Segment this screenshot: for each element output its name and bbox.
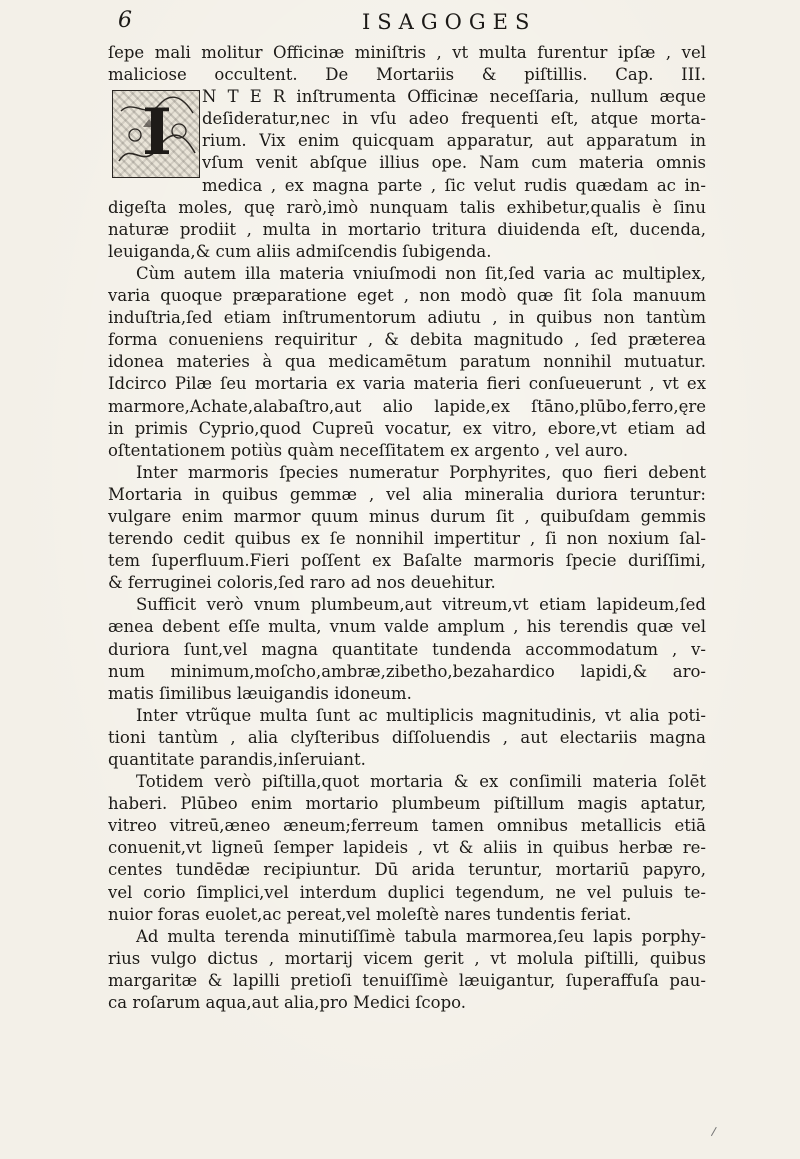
- text-line: vſum venit abſque illius ope. Nam cum materia omnis: [202, 153, 706, 173]
- text-line: quantitate parandis,inſeruiant.: [108, 750, 366, 769]
- text-line: nuior foras euolet,ac pereat,vel moleſtè nares tundentis feriat.: [108, 904, 632, 924]
- text-line: oſtentationem potiùs quàm neceſſitatem ex argento , vel auro.: [108, 440, 629, 460]
- text-line: ca roſarum aqua,aut alia,pro Medici ſcopo.: [108, 993, 467, 1013]
- running-title: ISAGOGES: [362, 10, 537, 34]
- text-line: haberi. Plūbeo enim mortario plumbeum piſtillum magis aptatur,: [108, 794, 706, 814]
- text-line: naturæ prodiit , multa in mortario tritura diuidenda eſt, ducenda,: [108, 219, 706, 239]
- text-line: tioni tantùm , alia clyſteribus diſſoluendis , aut electariis magna: [108, 727, 706, 747]
- text-line: vulgare enim marmor quum minus durum ſit , quibuſdam gemmis: [108, 506, 706, 526]
- text-line: Inter marmoris ſpecies numeratur Porphyrites, quo fieri debent: [136, 462, 706, 482]
- text-line: induſtria,ſed etiam inſtrumentorum adiutu , in quibus non tantùm: [108, 308, 706, 328]
- margin-mark: [702, 1122, 717, 1136]
- text-line: ænea debent eſſe multa, vnum valde amplum , his terendis quæ vel: [108, 617, 706, 637]
- text-line: N T E R inſtrumenta Officinæ neceſſaria, nullum æque: [202, 87, 706, 107]
- text-line: forma conueniens requiritur , & debita magnitudo , ſed præterea: [108, 330, 706, 350]
- initial-letter: I: [142, 95, 172, 170]
- text-line: matis ſimilibus læuigandis idoneum.: [108, 683, 412, 703]
- text-line: duriora ſunt,vel magna quantitate tundenda accommodatum , v-: [108, 639, 706, 659]
- text-line: rium. Vix enim quicquam apparatur, aut apparatum in: [202, 131, 706, 151]
- text-line: leuiganda,& cum aliis admiſcendis ſubigenda.: [108, 241, 492, 261]
- body-text: [108, 42, 706, 1014]
- text-line: marmore,Achate,alabaſtro,aut alio lapide,ex ſtāno,plūbo,ferro,ęre: [108, 396, 706, 416]
- text-line: & ferruginei coloris,ſed raro ad nos deuehitur.: [108, 573, 496, 593]
- text-line: idonea materies à qua medicamētum paratum nonnihil mutuatur.: [108, 352, 706, 372]
- text-line: in primis Cyprio,quod Cupreū vocatur, ex vitro, ebore,vt etiam ad: [108, 418, 706, 438]
- page-number: 6: [118, 8, 133, 33]
- text-line: Cùm autem illa materia vniuſmodi non ſit,ſed varia ac multiplex,: [136, 263, 706, 283]
- text-line: conuenit,vt ligneū ſemper lapideis , vt & aliis in quibus herbæ re-: [108, 838, 706, 858]
- running-head: [0, 8, 800, 38]
- text-line: centes tundēdæ recipiuntur. Dū arida teruntur, mortariū papyro,: [108, 860, 706, 880]
- text-line: Sufficit verò vnum plumbeum,aut vitreum,vt etiam lapideum,ſed: [136, 595, 706, 615]
- text-line: tem ſuperfluum.Fieri poſſent ex Baſalte marmoris ſpecie duriſſimi,: [108, 551, 706, 571]
- text-line: num minimum,moſcho,ambræ,zibetho,bezahardico lapidi,& aro-: [108, 661, 706, 681]
- text-line: varia quoque præparatione eget , non modò quæ ſit ſola manuum: [108, 286, 706, 306]
- text-line: terendo cedit quibus ex ſe nonnihil impertitur , ſi non noxium ſal-: [108, 529, 706, 549]
- chapter-heading: maliciose occultent. De Mortariis & piſtillis. Cap. III.: [108, 65, 706, 85]
- text-line: Idcirco Pilæ ſeu mortaria ex varia materia fieri conſueuerunt , vt ex: [108, 374, 706, 394]
- text-line: Inter vtrũque multa ſunt ac multiplicis magnitudinis, vt alia poti-: [136, 705, 706, 725]
- text-line: rius vulgo dictus , mortarij vicem gerit , vt molula piſtilli, quibus: [108, 948, 706, 968]
- text-line: Mortaria in quibus gemmæ , vel alia mineralia duriora teruntur:: [108, 484, 706, 504]
- text-line: ſepe mali molitur Officinæ miniſtris , vt multa furentur ipſæ , vel: [108, 43, 706, 62]
- text-line: vitreo vitreū,æneo æneum;ferreum tamen omnibus metallicis etiā: [108, 816, 706, 836]
- text-line: deſideratur,nec in vſu adeo frequenti eſt, atque morta-: [202, 109, 706, 129]
- text-line: vel corio ſimplici,vel interdum duplici tegendum, ne vel puluis te-: [108, 882, 706, 902]
- text-line: medica , ex magna parte , ſic velut rudis quædam ac in-: [202, 175, 706, 195]
- text-line: Ad multa terenda minutiſſimè tabula marmorea,ſeu lapis porphy-: [136, 926, 706, 946]
- text-line: margaritæ & lapilli pretioſi tenuiſſimè læuigantur, ſuperaffuſa pau-: [108, 970, 706, 990]
- text-line: digeſta moles, quę rarò,imò nunquam talis exhibetur,qualis è ſinu: [108, 197, 706, 217]
- text-line: Totidem verò piſtilla,quot mortaria & ex conſimili materia ſolēt: [136, 772, 706, 792]
